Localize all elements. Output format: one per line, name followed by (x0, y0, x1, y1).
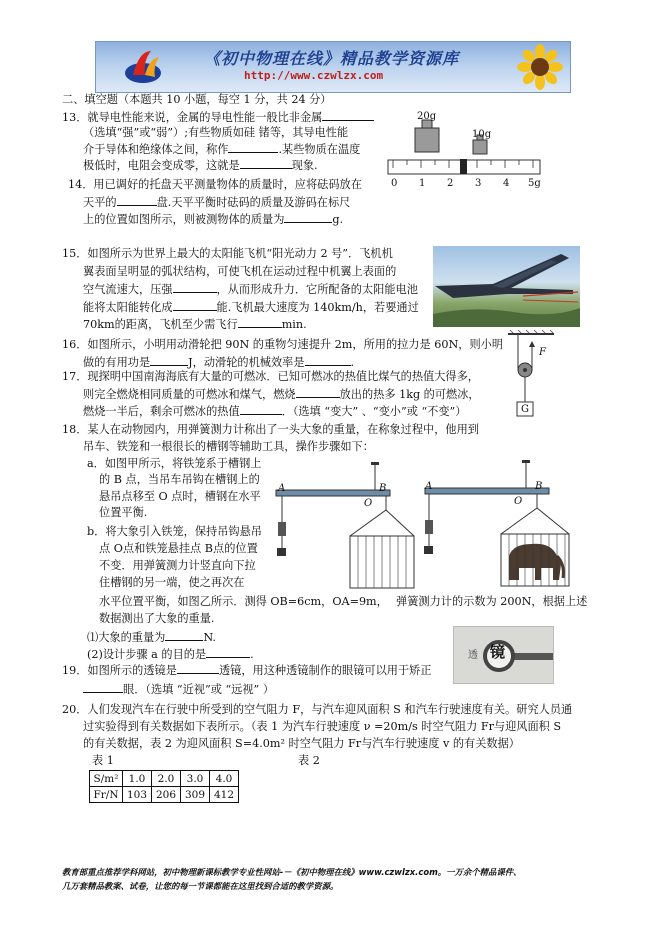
banner-url[interactable]: http://www.czwlzx.com (244, 69, 384, 82)
solar-plane-icon (433, 246, 580, 327)
q15-line4: 能将太阳能转化成 能.飞机最大速度为 140km/h，若要通过 (83, 301, 419, 314)
pulley-figure (508, 330, 558, 422)
ruler-tick-5g: 5g (528, 178, 541, 189)
q14-line2: 天平的 盘.天平平衡时砝码的质量及游码在标尺 (83, 196, 351, 209)
sunflower-icon (516, 44, 564, 90)
ruler-tick-3: 3 (475, 178, 482, 189)
q13-line3: 介于导体和绝缘体之间，称作 .某些物质在温度 (83, 143, 361, 156)
lens-magnified-char: 镜 (490, 643, 506, 661)
footer-line2: 几万套精品教案、试卷，让您的每一节课都能在这里找到合适的教学资源。 (62, 881, 339, 891)
q18-step-b-line6: 数据测出了大象的重量. (99, 612, 215, 625)
q18-step-a-line4: 位置平衡. (99, 506, 148, 519)
lever-left-point-o: O (364, 498, 373, 509)
q17-line1: 17．现探明中国南海海底有大量的可燃冰．已知可燃冰的热值比煤气的热值大得多， (62, 370, 479, 383)
table-row (90, 771, 239, 787)
ruler-tick-0: 0 (391, 178, 398, 189)
q17-line3: 燃烧一半后，剩余可燃冰的热值 ．（选填 “变大” 、“变小”或 “不变”） (83, 405, 467, 418)
table-cell: 103 (123, 787, 152, 803)
lever-figure-right (423, 460, 573, 590)
q13-line2: （选填“强”或“弱”）;有些物质如硅 锗等，其导电性能 (83, 126, 349, 139)
q15-line1: 15．如图所示为世界上最大的太阳能飞机“阳光动力 2 号”．飞机机 (62, 247, 393, 260)
table2-label: 表 2 (298, 754, 320, 767)
lever-right-point-b: B (535, 481, 543, 492)
q14-line3: 上的位置如图所示，则被测物体的质量为 g. (83, 213, 344, 226)
lens-photo-text: 透 (468, 650, 478, 661)
solar-plane-photo (433, 246, 580, 327)
q15-line3: 空气流速大，压强 ，从而形成升力．它所配备的太阳能电池 (83, 283, 418, 296)
q18-step-b-line4: 住槽钢的另一端，使之再次在 (99, 576, 245, 589)
lever-right-point-o: O (514, 496, 523, 507)
q18-sub2: (2)设计步骤 a 的目的是 . (87, 648, 254, 661)
weight-20g-label: 20g (417, 111, 437, 122)
q19-line2: 眼．（选填 “近视”或 “远视” ） (83, 681, 274, 697)
q16-line1: 16．如图所示，小明用动滑轮把 90N 的重物匀速提升 2m，所用的拉力是 60N，则小明 (62, 338, 504, 351)
q18-step-a-line2: 的 B 点，当吊车吊钩在槽钢上的 (99, 473, 260, 486)
footer-line1: 教育部重点推荐学科网站，初中物理新课标教学专业性网站-－《初中物理在线》www.czwlzx.com。一万余个精品课件、 (62, 867, 522, 877)
table-cell: 2.0 (152, 771, 181, 787)
table-row (90, 787, 239, 803)
q18-step-b-line5a: 水平位置平衡，如图乙所示．测得 OB=6cm，OA=9m， (99, 595, 388, 608)
pulley-force-label: F (539, 347, 546, 358)
table-cell: Fr/N (90, 787, 123, 803)
q15-line5: 70km的距离，飞机至少需飞行 min. (83, 318, 307, 331)
q20-line1: 20．人们发现汽车在行驶中所受到的空气阻力 F，与汽车迎风面积 S 和汽车行驶速度有关。研究人员通 (62, 703, 573, 716)
table-cell: S/m² (90, 771, 123, 787)
lever-left-point-a: A (278, 483, 286, 494)
site-banner (95, 41, 571, 93)
table-cell: 4.0 (210, 771, 239, 787)
site-logo-icon (121, 45, 165, 89)
q19-line1: 19．如图所示的透镜是 透镜，用这种透镜制作的眼镜可以用于矫正 (62, 664, 432, 677)
q13-line1: 13．就导电性能来说，金属的导电性能一般比非金属 (62, 109, 374, 125)
ruler-tick-4: 4 (503, 178, 510, 189)
q18-step-a-line3: 悬吊点移至 O 点时，槽钢在水平 (99, 490, 261, 503)
lever-figure-left (268, 462, 393, 592)
q13-line4: 极低时，电阻会变成零，这就是 现象. (83, 159, 318, 172)
q16-line2: 做的有用功是 J，动滑轮的机械效率是 . (83, 356, 355, 369)
lever-left-point-b: B (379, 483, 387, 494)
q14-line1: 14．用已调好的托盘天平测量物体的质量时，应将砝码放在 (68, 178, 362, 191)
q18-line1: 18．某人在动物园内，用弹簧测力计称出了一头大象的重量，在称象过程中，他用到 (62, 423, 479, 436)
q18-step-a-line1: a．如图甲所示，将铁笼系于槽钢上 (87, 457, 262, 470)
q18-step-b-line1: b．将大象引入铁笼，保持吊钩悬吊 (87, 525, 262, 538)
q17-line2: 则完全燃烧相同质量的可燃冰和煤气，燃烧 放出的热多 1kg 的可燃冰， (83, 388, 480, 401)
q20-line3: 的有关数据，表 2 为迎风面积 S=4.0m² 时空气阻力 Fr与汽车行驶速度 v 的有关数据） (83, 737, 520, 750)
table1-label: 表 1 (92, 754, 114, 767)
lever-right-point-a: A (425, 481, 433, 492)
balance-figure (385, 108, 545, 193)
q20-line2: 过实验得到有关数据如下表所示。（表 1 为汽车行驶速度 ν =20m/s 时空气阻力 Fr与迎风面积 S (83, 720, 562, 733)
weight-10g-label: 10g (472, 129, 492, 140)
banner-title: 《初中物理在线》精品教学资源库 (204, 49, 460, 68)
ruler-tick-2: 2 (447, 178, 454, 189)
section-heading: 二、填空题（本题共 10 小题，每空 1 分，共 24 分） (62, 93, 332, 106)
q15-line2: 翼表面呈明显的弧状结构，可使飞机在运动过程中机翼上表面的 (83, 265, 397, 278)
table-cell: 1.0 (123, 771, 152, 787)
q18-step-b-line2: 点 O点和铁笼悬挂点 B点的位置 (99, 542, 258, 555)
q18-step-b-line3: 不变．用弹簧测力计竖直向下拉 (99, 559, 256, 572)
q18-line2: 吊车、铁笼和一根很长的槽钢等辅助工具，操作步骤如下： (83, 440, 374, 453)
pulley-load-label: G (521, 404, 529, 415)
table1 (89, 770, 239, 803)
ruler-tick-1: 1 (419, 178, 426, 189)
table-cell: 206 (152, 787, 181, 803)
table-cell: 3.0 (181, 771, 210, 787)
table-cell: 412 (210, 787, 239, 803)
q18-step-b-line5b: 弹簧测力计的示数为 200N，根据上述 (396, 595, 588, 608)
table-cell: 309 (181, 787, 210, 803)
q18-sub1: ⑴大象的重量为 N. (87, 631, 216, 644)
